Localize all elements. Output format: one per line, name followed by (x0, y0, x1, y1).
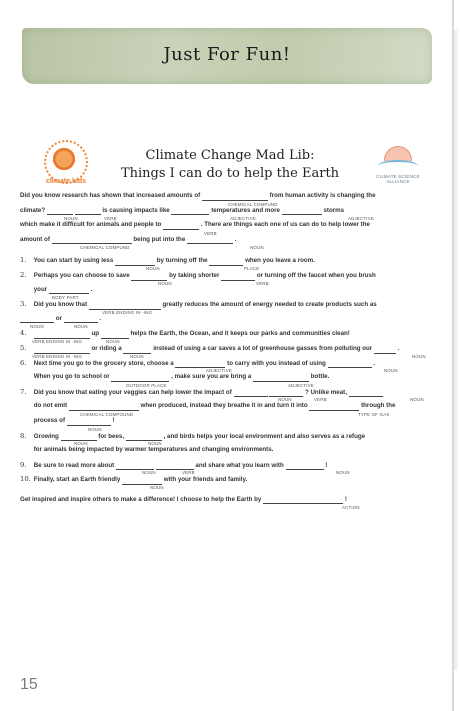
heading-line-2: Things I can do to help the Earth (120, 166, 340, 181)
wave-icon (378, 160, 418, 172)
blank-field[interactable] (171, 207, 209, 215)
climate-science-alliance-logo: CLIMATE SCIENCE ALLIANCE (368, 140, 428, 192)
list-item-8: 8. Growing for bees, , and birds helps your local environment and also serves as a refuge (20, 431, 366, 440)
sun-icon (51, 146, 77, 172)
blank-field[interactable] (20, 315, 54, 323)
blank-field[interactable] (111, 374, 169, 382)
blank-field[interactable] (253, 374, 309, 382)
heading-line-1: Climate Change Mad Lib: (145, 148, 315, 163)
intro-line-1: Did you know research has shown that increased amounts of from human activity is changing the (20, 192, 376, 199)
list-item-2: 2. Perhaps you can choose to save by taking shorter or turning off the faucet when you brush (20, 270, 376, 279)
blank-field[interactable] (163, 222, 199, 230)
banner-title: Just For Fun! (163, 44, 291, 65)
sunrise-icon (384, 146, 412, 161)
list-item-6: 6. Next time you go to the grocery store, choose a to carry with you instead of using . (20, 358, 376, 367)
list-item-7: 7. Did you know that eating your veggies can help lower the impact of ? Unlike meat, (20, 388, 436, 397)
climate-kids-logo: climate kids (38, 140, 92, 192)
blank-field[interactable] (47, 207, 73, 215)
blank-field[interactable] (309, 403, 359, 411)
page-number: 15 (20, 676, 38, 693)
title-banner (22, 28, 432, 84)
blank-field[interactable] (69, 403, 139, 411)
list-item-3: 3. Did you know that greatly reduces the amount of energy needed to create products such as (20, 300, 377, 309)
blank-field[interactable] (202, 193, 268, 201)
mad-lib-body: Did you know research has shown that increased amounts of from human activity is changing the CHEMICAL COMPUND climate? is causing impacts like temperatures and more storms NOUN VERB ADJECTIVE ADJECTIVE which make it difficult for animals and people to . There are things each one of us can do to help lower the VERB amount of being put into the . CHEMICAL COMPUND NOUN 1. You can start by using less by turning off the when you leave a room. NOUN PLACE 2. Perhaps you can choose to save by taking shorter or turning off the faucet when you brush NOUN VERB your . BODY PART 3. Did you know that greatly reduces the amount of energy needed to create products such as VERB ENDING IN -ING or . NOUN NOUN 4. up helps the Earth, the Ocean, and it keeps our parks and communities clean! VERB ENDING IN -ING NOUN 5. or riding a instead of using a car saves a lot of greenhouse gasses from polluting our . VERB ENDING IN -ING NOUN NOUN 6. Next time you go to the grocery store, choose a to carry with you instead of using . ADJECTIVE NOUN When you go to school or , make sure you are bring a bottle. OUTDOOR PLACE ADJECTIVE 7. Did you know that eating your veggies can help lower the impact of ? Unlike meat, NOUN VERB NOUN do not emit when produced, instead they breathe it in and turn it into through the CHEMICAL COMPOUND TYPE OF GAS process of ! NOUN 8. Growing for bees, , and birds helps your local environment and also serves as a refuge NOUN NOUN for animals being impacted by warmer temperatures and changing environments. 9. Be sure to read more about and share what you learn with ! NOUN VERB NOUN 10. Finally, start an Earth friendly with your friends and family. NOUN Get inspired and inspire others to make a difference! I choose to help the Earth by ! ACTION (20, 192, 436, 510)
blank-field[interactable] (75, 207, 101, 215)
blank-field[interactable] (263, 496, 343, 504)
list-item-1: 1. You can start by using less by turning off the when you leave a room. (20, 256, 315, 265)
intro-line-4: amount of being put into the . (20, 235, 237, 243)
blank-field[interactable] (52, 236, 132, 244)
list-item-4: 4. up helps the Earth, the Ocean, and it keeps our parks and communities clean! (20, 329, 350, 338)
blank-field[interactable] (67, 418, 111, 426)
list-item-10: 10. Finally, start an Earth friendly with your friends and family. (20, 475, 248, 484)
blank-field[interactable] (187, 236, 233, 244)
intro-line-3: which make it difficult for animals and people to . There are things each one of us can do to help lower the (20, 221, 370, 229)
list-item-5: 5. or riding a instead of using a car saves a lot of greenhouse gasses from polluting our . (20, 343, 400, 352)
closing-line: Get inspired and inspire others to make a difference! I choose to help the Earth by ! (20, 495, 347, 503)
blank-field[interactable] (64, 315, 98, 323)
list-item-9: 9. Be sure to read more about and share what you learn with ! (20, 460, 328, 469)
blank-field[interactable] (49, 286, 89, 294)
intro-line-2: climate? is causing impacts like temperatures and more storms (20, 206, 345, 214)
blank-field[interactable] (282, 207, 322, 215)
